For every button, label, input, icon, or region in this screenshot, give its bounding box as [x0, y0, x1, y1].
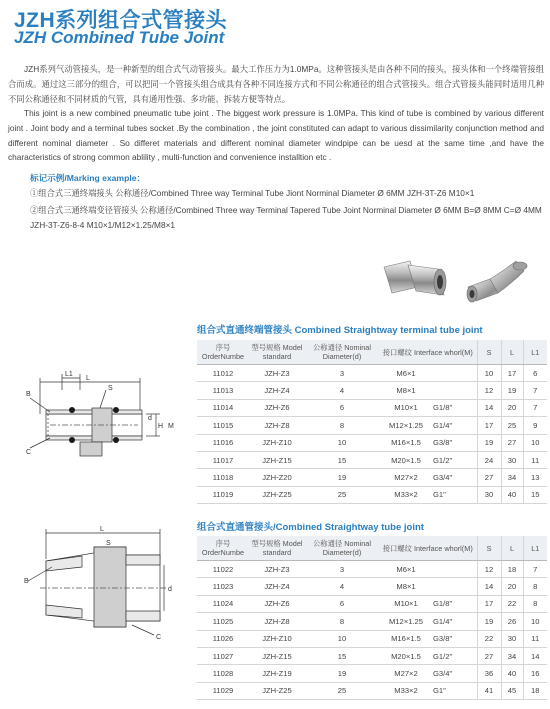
cell-s: 10 [477, 365, 501, 382]
cell-s: 30 [477, 486, 501, 503]
header-model: 型号规格 Model standard [249, 536, 305, 561]
cell-thread-g: G1/2" [433, 451, 477, 468]
header-s: S [477, 536, 501, 561]
cell-l1: 10 [523, 434, 547, 451]
cell-order: 11014 [197, 399, 249, 416]
cell-order: 11015 [197, 417, 249, 434]
cell-diameter: 19 [305, 469, 379, 486]
cell-model: JZH-Z8 [249, 613, 305, 630]
cell-thread-m: M33×2 [379, 682, 433, 699]
cell-thread-m: M8×1 [379, 578, 433, 595]
cell-l: 34 [501, 647, 523, 664]
marking-example-2: ②组合式三通终端变径管接头 公称通径/Combined Three way Terminal Tapered Tube Joint Norminal Diameter Ø 6MM B=Ø 8MM C=Ø 4MM JZH-3T-Z6-8-4 M10×1/M12×1.25/M8×1 [30, 205, 542, 230]
table-row [197, 417, 547, 434]
table-header-row [197, 536, 547, 561]
header-order: 序号 OrderNumbe [197, 536, 249, 561]
cell-order: 11012 [197, 365, 249, 382]
dim2-label-s: S [106, 540, 111, 547]
marking-example-title: 标记示例/Marking example： [30, 173, 146, 183]
table-row [197, 486, 547, 503]
cell-diameter: 6 [305, 595, 379, 612]
cell-model: JZH-Z20 [249, 469, 305, 486]
cell-model: JZH-Z15 [249, 647, 305, 664]
cell-thread-m: M33×2 [379, 486, 433, 503]
cell-l: 40 [501, 486, 523, 503]
cell-s: 19 [477, 434, 501, 451]
cell-s: 14 [477, 578, 501, 595]
cell-l1: 7 [523, 399, 547, 416]
cell-thread-g: G1/8" [433, 399, 477, 416]
cell-order: 11025 [197, 613, 249, 630]
cell-s: 19 [477, 613, 501, 630]
header-l: L [501, 340, 523, 365]
cell-s: 41 [477, 682, 501, 699]
cell-thread-m: M6×1 [379, 561, 433, 578]
cell-order: 11016 [197, 434, 249, 451]
cell-model: JZH-Z6 [249, 399, 305, 416]
table-row [197, 451, 547, 468]
product-photo-straight-joint [378, 257, 450, 309]
cell-diameter: 3 [305, 561, 379, 578]
table-row [197, 682, 547, 699]
cell-l: 30 [501, 630, 523, 647]
technical-drawing-terminal-joint [20, 368, 185, 468]
cell-order: 11027 [197, 647, 249, 664]
cell-thread-m: M12×1.25 [379, 417, 433, 434]
cell-thread-g: G1" [433, 486, 477, 503]
table-header-row [197, 340, 547, 365]
cell-thread-g [433, 561, 477, 578]
dim-label-b: B [26, 391, 31, 398]
cell-l: 30 [501, 451, 523, 468]
table-row [197, 665, 547, 682]
cell-thread-m: M10×1 [379, 595, 433, 612]
cell-thread-g [433, 578, 477, 595]
table-row [197, 647, 547, 664]
cell-order: 11024 [197, 595, 249, 612]
cell-order: 11018 [197, 469, 249, 486]
header-interface: 接口螺纹 Interface whorl(M) [379, 340, 477, 365]
cell-diameter: 15 [305, 451, 379, 468]
cell-l1: 8 [523, 595, 547, 612]
cell-s: 17 [477, 417, 501, 434]
dim-label-s: S [108, 385, 113, 392]
cell-order: 11023 [197, 578, 249, 595]
cell-l1: 11 [523, 451, 547, 468]
cell-s: 12 [477, 561, 501, 578]
header-l1: L1 [523, 340, 547, 365]
technical-drawing-straight-joint [22, 525, 182, 645]
cell-thread-m: M20×1.5 [379, 647, 433, 664]
cell-l: 22 [501, 595, 523, 612]
dim2-label-d: d [168, 586, 172, 593]
cell-s: 22 [477, 630, 501, 647]
cell-diameter: 15 [305, 647, 379, 664]
dim-label-h: H [158, 423, 164, 430]
table-row [197, 469, 547, 486]
cell-l1: 18 [523, 682, 547, 699]
cell-l1: 7 [523, 561, 547, 578]
cell-thread-g [433, 382, 477, 399]
cell-model: JZH-Z3 [249, 365, 305, 382]
table2-title: 组合式直通管接头/Combined Straightway tube joint [197, 522, 424, 533]
dim-label-l: L [86, 375, 90, 382]
cell-order: 11017 [197, 451, 249, 468]
dim2-label-c: C [156, 634, 162, 641]
cell-order: 11029 [197, 682, 249, 699]
cell-diameter: 4 [305, 578, 379, 595]
cell-model: JZH-Z25 [249, 486, 305, 503]
table-row [197, 578, 547, 595]
header-l: L [501, 536, 523, 561]
cell-l: 18 [501, 561, 523, 578]
cell-thread-m: M16×1.5 [379, 434, 433, 451]
cell-l: 19 [501, 382, 523, 399]
dim-label-d: d [148, 415, 152, 422]
table-row [197, 561, 547, 578]
marking-example-1: ①组合式三通终端接头 公称通径/Combined Three way Terminal Tube Jiont Norminal Diameter Ø 6MM JZH-3T-Z6 M10×1 [30, 188, 475, 198]
table-row [197, 365, 547, 382]
table1-title: 组合式直通终端管接头 Combined Straightway terminal tube joint [197, 325, 483, 336]
cell-l1: 13 [523, 469, 547, 486]
page-title-cn: JZH系列组合式管接头 [14, 9, 228, 32]
table-row [197, 595, 547, 612]
cell-l1: 15 [523, 486, 547, 503]
cell-l: 26 [501, 613, 523, 630]
header-s: S [477, 340, 501, 365]
cell-thread-g: G1/8" [433, 595, 477, 612]
dim-label-c: C [26, 449, 32, 456]
cell-thread-g: G3/4" [433, 469, 477, 486]
cell-s: 36 [477, 665, 501, 682]
cell-thread-m: M12×1.25 [379, 613, 433, 630]
cell-thread-g [433, 365, 477, 382]
cell-model: JZH-Z4 [249, 382, 305, 399]
cell-s: 27 [477, 469, 501, 486]
cell-thread-g: G3/8" [433, 434, 477, 451]
cell-diameter: 8 [305, 613, 379, 630]
cell-l1: 14 [523, 647, 547, 664]
cell-diameter: 25 [305, 682, 379, 699]
intro-english: This joint is a new combined pneumatic tube joint . The biggest work pressure is 1.0MPa. This kind of tube is combined by various different joint . Joint body and a terminal tubes socket .By the combination , the joint constituted can adapt to various dissimilarity conjunction method and different nominal diameter . So differet materials and different nominal diameter windpipe can be uesd at the same time ,and have the characteristics of strong common ablility , multi-function and convenience installtion etc . [8, 108, 544, 163]
header-diameter: 公称通径 Nominal Diameter(d) [305, 340, 379, 365]
cell-l1: 6 [523, 365, 547, 382]
cell-l: 45 [501, 682, 523, 699]
cell-diameter: 10 [305, 630, 379, 647]
cell-l: 27 [501, 434, 523, 451]
cell-thread-g: G1/4" [433, 613, 477, 630]
header-order: 序号 OrderNumbe [197, 340, 249, 365]
table-row [197, 434, 547, 451]
table-straightway [197, 536, 547, 700]
cell-model: JZH-Z25 [249, 682, 305, 699]
cell-diameter: 19 [305, 665, 379, 682]
cell-model: JZH-Z10 [249, 434, 305, 451]
cell-l1: 7 [523, 382, 547, 399]
cell-thread-m: M10×1 [379, 399, 433, 416]
cell-thread-m: M6×1 [379, 365, 433, 382]
cell-diameter: 4 [305, 382, 379, 399]
cell-diameter: 10 [305, 434, 379, 451]
cell-thread-m: M8×1 [379, 382, 433, 399]
cell-model: JZH-Z3 [249, 561, 305, 578]
cell-diameter: 3 [305, 365, 379, 382]
cell-s: 27 [477, 647, 501, 664]
header-interface: 接口螺纹 Interface whorl(M) [379, 536, 477, 561]
cell-thread-g: G1" [433, 682, 477, 699]
dim-label-l1: L1 [65, 371, 73, 378]
cell-model: JZH-Z19 [249, 665, 305, 682]
table-row [197, 613, 547, 630]
cell-l1: 10 [523, 613, 547, 630]
cell-thread-g: G1/2" [433, 647, 477, 664]
cell-order: 11013 [197, 382, 249, 399]
cell-s: 12 [477, 382, 501, 399]
cell-model: JZH-Z10 [249, 630, 305, 647]
cell-order: 11022 [197, 561, 249, 578]
table-row [197, 399, 547, 416]
header-diameter: 公称通径 Nominal Diameter(d) [305, 536, 379, 561]
intro-chinese: JZH系列气动管接头，是一种新型的组合式气动管接头。最大工作压力为1.0MPa。这种管接头是由各种不同的接头，接头体和一个终端管接组合而成。通过这三部分的组合，可以把同一个管接头组合成具有各种不同连接方式和不同公称通径的组合式管接头。组合式管接头能同时适用几种不同公称通径和不同材质的气管，具有通用性强、多功能、拆装方便等特点。 [8, 64, 544, 104]
cell-l: 20 [501, 399, 523, 416]
cell-s: 17 [477, 595, 501, 612]
cell-diameter: 25 [305, 486, 379, 503]
dim2-label-b: B [24, 578, 29, 585]
cell-l1: 8 [523, 578, 547, 595]
table-row [197, 382, 547, 399]
cell-l: 40 [501, 665, 523, 682]
cell-model: JZH-Z15 [249, 451, 305, 468]
cell-thread-m: M20×1.5 [379, 451, 433, 468]
cell-l1: 11 [523, 630, 547, 647]
header-l1: L1 [523, 536, 547, 561]
cell-thread-g: G3/8" [433, 630, 477, 647]
dim2-label-l: L [100, 526, 104, 533]
cell-model: JZH-Z8 [249, 417, 305, 434]
product-photo-elbow-joint [460, 253, 536, 309]
cell-l1: 9 [523, 417, 547, 434]
cell-thread-g: G3/4" [433, 665, 477, 682]
cell-s: 24 [477, 451, 501, 468]
cell-l: 25 [501, 417, 523, 434]
dim-label-m: M [168, 423, 174, 430]
page-title-en: JZH Combined Tube Joint [14, 28, 225, 47]
cell-l1: 16 [523, 665, 547, 682]
cell-diameter: 6 [305, 399, 379, 416]
cell-thread-g: G1/4" [433, 417, 477, 434]
table-straightway-terminal [197, 340, 547, 504]
header-model: 型号规格 Model standard [249, 340, 305, 365]
cell-s: 14 [477, 399, 501, 416]
table-row [197, 630, 547, 647]
cell-thread-m: M16×1.5 [379, 630, 433, 647]
cell-order: 11028 [197, 665, 249, 682]
cell-l: 20 [501, 578, 523, 595]
cell-l: 17 [501, 365, 523, 382]
cell-l: 34 [501, 469, 523, 486]
cell-thread-m: M27×2 [379, 665, 433, 682]
cell-model: JZH-Z4 [249, 578, 305, 595]
cell-diameter: 8 [305, 417, 379, 434]
cell-order: 11026 [197, 630, 249, 647]
cell-order: 11019 [197, 486, 249, 503]
cell-thread-m: M27×2 [379, 469, 433, 486]
cell-model: JZH-Z6 [249, 595, 305, 612]
